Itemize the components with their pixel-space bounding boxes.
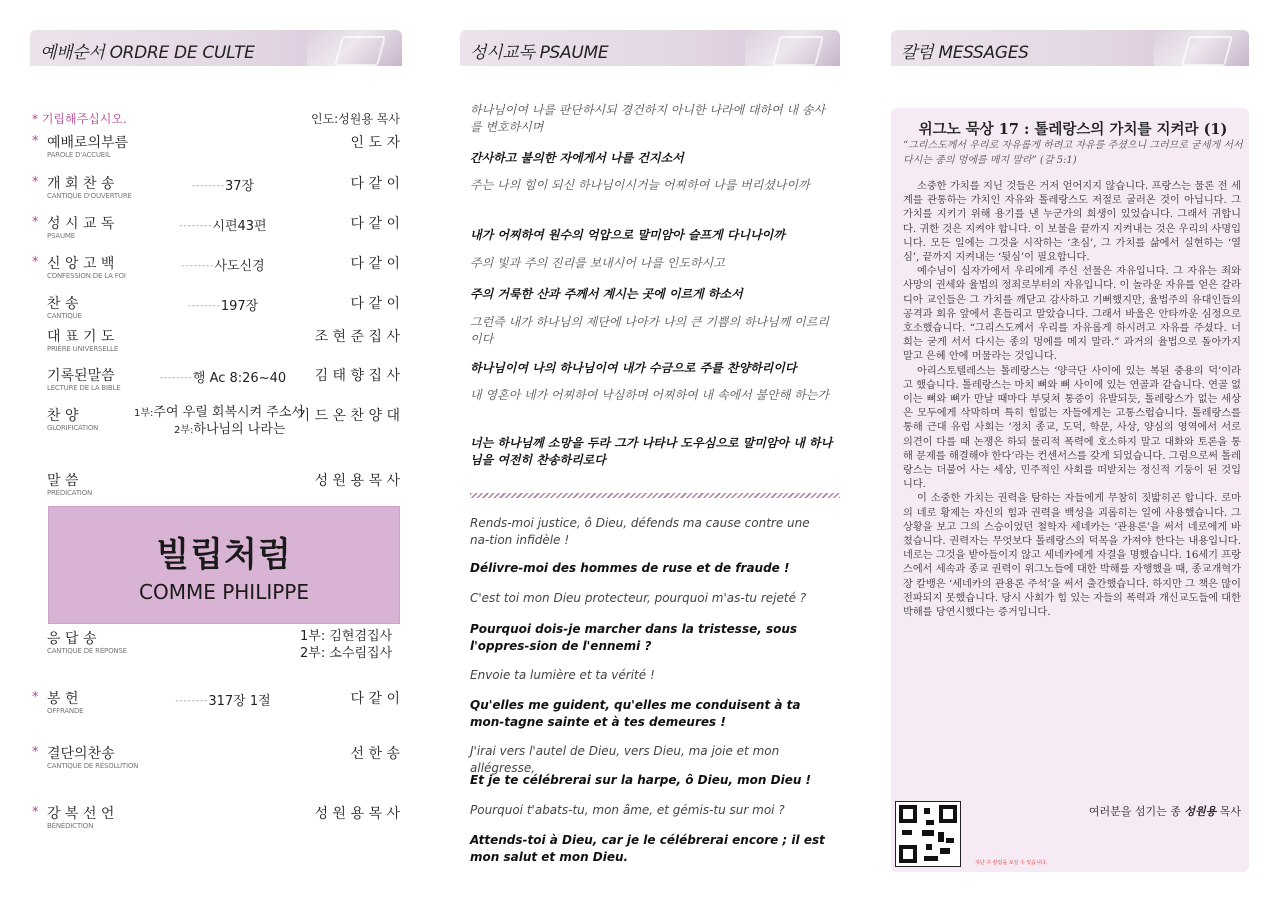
- sermon-title-en: COMME PHILIPPE: [138, 579, 309, 604]
- order-item-title: 성 시 교 독: [47, 216, 115, 232]
- order-item: [30, 326, 402, 356]
- stand-marker: *: [32, 175, 39, 190]
- order-item: [30, 470, 402, 500]
- stand-note: * 기립해주십시오.: [32, 112, 127, 126]
- order-item-subtitle: PSAUME: [47, 232, 75, 240]
- message-paragraph: 아리스토텔레스는 톨레랑스는 ‘양극단 사이에 있는 복된 중용의 덕’이라고 했습니다. 톨레랑스는 마치 뼈와 뼈 사이에 있는 연골과 같습니다. 연골 없이는 뼈와 뼈가 만날 때마다 부딪쳐 통증이 유발되듯, 톨레랑스가 없는 세상은 모두에게 삭막하며 특히 힘없는 자들에게는 고통스럽습니다. 톨레랑스를 통해 근대 유럽 사회는 ‘정치 종교, 도덕, 학문, 사상, 양심의 영역에서 서로 의견이 다를 때 논쟁은 하되 물리적 폭력에 호소하지 말고 대화와 토론을 통해 문제를 해결해야 한다’라는 컨센서스를 갖게 되었습니다. 그럼으로써 톨레랑스는 더불어 사는 세상, 민주적인 사회를 떠받치는 정신적 기둥이 된 것입니다.: [903, 365, 1241, 491]
- order-item-subtitle: OFFRANDE: [47, 707, 84, 715]
- stand-marker: *: [32, 215, 39, 230]
- psalm-line-fr: J'irai vers l'autel de Dieu, vers Dieu, ma joie et mon allégresse,: [470, 744, 780, 775]
- order-item-subtitle: PAROLE D'ACCUEIL: [47, 151, 111, 159]
- order-item-title: 응 답 송: [47, 631, 97, 647]
- section-divider: [470, 493, 840, 498]
- psalm-line-fr: Et je te célébrerai sur la harpe, ô Dieu, mon Dieu !: [470, 773, 812, 787]
- order-item-detail: - - - 197장: [134, 295, 312, 314]
- cup-decoration-icon: [1154, 30, 1249, 66]
- leader: 인도:성원용 목사: [310, 112, 400, 126]
- order-header: [30, 30, 402, 66]
- order-item-leader: 김 태 향 집 사: [314, 368, 400, 384]
- psalm-line-kr: 너는 하나님께 소망을 두라 그가 나타나 도우심으로 말미암아 내 하나님을 여전히 찬송하리로다: [470, 436, 833, 467]
- message-column: [891, 30, 1249, 866]
- order-item-subtitle: PRÉDICATION: [47, 489, 92, 497]
- stand-marker: *: [32, 745, 39, 760]
- order-of-worship-column: [30, 30, 402, 830]
- psalm-line-kr: 하나님이여 나를 판단하시되 경건하지 아니한 나라에 대하여 내 송사를 변호하시며: [470, 103, 826, 134]
- order-item-detail: - - - 행 Ac 8:26~40: [134, 367, 312, 386]
- order-item-subtitle: CANTIQUE DE RÉSOLUTION: [47, 762, 139, 770]
- psalm-line-kr: 그런즉 내가 하나님의 제단에 나아가 나의 큰 기쁨의 하나님께 이르리이다: [470, 315, 829, 346]
- header-decoration-icon: [307, 30, 402, 66]
- order-item: [30, 405, 402, 435]
- order-item-subtitle: CANTIQUE D'OUVERTURE: [47, 192, 132, 200]
- psalm-line-kr: 내가 어찌하여 원수의 억압으로 말미암아 슬프게 다니나이까: [470, 228, 785, 242]
- psalm-line-kr: 주의 빛과 주의 진리를 보내시어 나를 인도하시고: [470, 256, 725, 270]
- order-item: [30, 213, 402, 243]
- order-item: [30, 132, 402, 162]
- order-item: [30, 628, 402, 661]
- message-header-title: 칼럼 MESSAGES: [901, 43, 1029, 63]
- psalm-line-kr: 내 영혼아 네가 어찌하여 낙심하며 어찌하여 내 속에서 불안해 하는가: [470, 388, 829, 402]
- message-title: 위그노 묵상 17 : 톨레랑스의 가치를 지켜라 (1): [918, 121, 1228, 138]
- psalm-line-fr: Qu'elles me guident, qu'elles me conduisent à ta mon-tagne sainte et à tes demeures !: [470, 698, 801, 729]
- psalm-column: [460, 30, 840, 864]
- order-item-subtitle: LECTURE DE LA BIBLE: [47, 384, 121, 392]
- order-item-leader: 다 같 이: [350, 256, 400, 272]
- order-item: [30, 253, 402, 283]
- psalm-line-fr: Délivre-moi des hommes de ruse et de fraude !: [470, 561, 790, 575]
- order-item-leader: 조 현 준 집 사: [314, 329, 400, 345]
- order-item-title: 찬 양: [47, 408, 79, 424]
- psalm-line-fr: Envoie ta lumière et ta vérité !: [470, 668, 655, 682]
- order-item-leader: 다 같 이: [350, 216, 400, 232]
- message-header: [891, 30, 1249, 66]
- order-item-title: 대 표 기 도: [47, 329, 115, 345]
- order-item-title: 기록된말씀: [47, 368, 115, 384]
- order-item-title: 강 복 선 언: [47, 806, 115, 822]
- stand-marker: *: [32, 255, 39, 270]
- order-item: [30, 173, 402, 203]
- sermon-title-kr: 빌립처럼: [156, 534, 292, 575]
- psalm-line-fr: Rends-moi justice, ô Dieu, défends ma cause contre une na-tion infidèle !: [470, 516, 810, 547]
- signature-prefix: 여러분을 섬기는 종: [1088, 805, 1181, 818]
- order-item: [30, 365, 402, 395]
- order-item-subtitle: CANTIQUE: [47, 312, 82, 320]
- book-decoration-icon: [745, 30, 840, 66]
- message-paragraph: 이 소중한 가치는 권력을 탐하는 자들에게 무참히 짓밟히곤 합니다. 로마의 네로 황제는 자신의 힘과 권력을 백성을 괴롭히는 일에 사용했습니다. 그 상황을 보고 그의 스승이었던 철학자 세네카는 ‘관용론’을 써서 네로에게 바쳤습니다. 권력자는 무엇보다 톨레랑스의 덕목을 가져야 한다는 내용입니다. 네로는 그것을 받아들이지 않고 세네카에게 자결을 명했습니다. 16세기 프랑스에서 세속과 종교 권력이 위그노들에 대한 박해를 자행했을 때, 종교개혁가 장 칼뱅은 ‘세네카의 관용론 주석’을 써서 출간했습니다. 하지만 그 책은 많이 전파되지 못했습니다. 당시 사회가 힘 있는 자들의 폭력과 개신교도들에 대한 박해를 당연시했다는 증거입니다.: [903, 493, 1241, 619]
- message-body: [903, 180, 1241, 620]
- message-paragraph: 예수님이 십자가에서 우리에게 주신 선물은 자유입니다. 그 자유는 죄와 사망의 권세와 율법의 정죄로부터의 자유입니다. 이 놀라운 자유를 얻은 갈라디아 교인들은 그 가치를 깨닫고 감사하고 기뻐했지만, 율법주의 유대인들의 공격과 회유 앞에서 흔들리고 말았습니다. 그래서 바울은 안타까운 심정으로 호소했습니다. “그리스도께서 우리를 자유롭게 하시려고 자유를 주셨다. 너희는 굳게 서서 다시는 종의 멍에를 메지 말라.” 과거의 율법으로 돌아가지 말고 은혜 안에 머물라는 것입니다.: [903, 266, 1241, 363]
- order-item-title: 개 회 찬 송: [47, 176, 115, 192]
- stand-marker: *: [32, 805, 39, 820]
- psalm-line-kr: 주는 나의 힘이 되신 하나님이시거늘 어찌하여 나를 버리셨나이까: [470, 178, 810, 192]
- order-item-title: 말 씀: [47, 473, 79, 489]
- order-item-detail: - - - 사도신경: [134, 255, 312, 274]
- order-item-leader: 인 도 자: [350, 135, 400, 151]
- order-item-subtitle: CANTIQUE DE RÉPONSE: [47, 647, 127, 655]
- psalm-line-kr: 간사하고 불의한 자에게서 나를 건지소서: [470, 151, 684, 165]
- order-item-title: 봉 헌: [47, 691, 79, 707]
- order-item-leader: 1부: 김현겸집사 2부: 소수림집사: [300, 629, 393, 661]
- order-item-subtitle: PRIÈRE UNIVERSELLE: [47, 345, 119, 353]
- order-item-leader: 다 같 이: [350, 176, 400, 192]
- stand-marker: *: [32, 690, 39, 705]
- order-item-leader: 기 드 온 찬 양 대: [296, 408, 400, 424]
- order-item-leader: 선 한 송: [350, 746, 400, 762]
- order-item: [30, 688, 402, 718]
- signature-name: 성원용: [1184, 805, 1217, 818]
- psalm-line-fr: Attends-toi à Dieu, car je le célébrerai encore ; il est mon salut et mon Dieu.: [470, 833, 825, 864]
- order-item: [30, 743, 402, 773]
- order-item-title: 찬 송: [47, 296, 79, 312]
- qr-code-icon[interactable]: [895, 801, 961, 867]
- order-item-leader: 성 원 용 목 사: [314, 806, 400, 822]
- signature: [1089, 803, 1241, 819]
- order-item-title: 신 앙 고 백: [47, 256, 115, 272]
- qr-note: 지난 주 칼럼을 보실 수 있습니다.: [975, 860, 1048, 866]
- order-header-title: 예배순서 ORDRE DE CULTE: [40, 43, 255, 63]
- psalm-line-fr: C'est toi mon Dieu protecteur, pourquoi m'as-tu rejeté ?: [470, 591, 807, 605]
- message-paragraph: 소중한 가치를 지닌 것들은 거저 얻어지지 않습니다. 프랑스는 물론 전 세계를 관통하는 가치인 자유와 톨레랑스도 저절로 굴러온 것이 아닙니다. 그 가치를 지키기 위해 용기를 낸 누군가의 희생이 있었습니다. 그래서 귀합니다. 귀한 것은 지켜야 합니다. 이 보물을 끝까지 지켜내는 것은 우리의 사명입니다. 모든 일에는 그것을 시작하는 ‘초심’, 그 가치를 삶에서 실현하는 ‘열심’, 끝까지 지켜내는 ‘뒷심’이 필요합니다.: [903, 181, 1241, 264]
- order-item-detail: - - - 317장 1절: [134, 690, 312, 709]
- lead-row: [30, 110, 402, 128]
- order-item-detail: 1부:주여 우릴 회복시켜 주소서 2부:하나님의 나라는: [134, 405, 304, 437]
- psalm-line-fr: Pourquoi t'abats-tu, mon âme, et gémis-tu sur moi ?: [470, 803, 785, 817]
- order-item-subtitle: CONFESSION DE LA FOI: [47, 272, 126, 280]
- message-verse: “그리스도께서 우리로 자유롭게 하려고 자유를 주셨으니 그러므로 굳세게 서서 다시는 종의 멍에를 메지 말라” (갈 5:1): [903, 140, 1243, 166]
- order-item-leader: 다 같 이: [350, 691, 400, 707]
- order-item-title: 예배로의부름: [47, 135, 129, 151]
- psalm-line-fr: Pourquoi dois-je marcher dans la tristesse, sous l'oppres-sion de l'ennemi ?: [470, 622, 798, 653]
- psalm-header-title: 성시교독 PSAUME: [470, 43, 609, 63]
- order-item-detail: - - - 시편43편: [134, 215, 312, 234]
- psalm-header: [460, 30, 840, 66]
- order-item-leader: 다 같 이: [350, 296, 400, 312]
- signature-suffix: 목사: [1219, 805, 1241, 818]
- order-item: [30, 803, 402, 833]
- order-item: [30, 293, 402, 323]
- psalm-line-kr: 하나님이여 나의 하나님이여 내가 수금으로 주를 찬양하리이다: [470, 361, 797, 375]
- order-item-detail: - - - 37장: [134, 175, 312, 194]
- order-item-subtitle: BÉNÉDICTION: [47, 822, 94, 830]
- stand-marker: *: [32, 134, 39, 149]
- sermon-title-banner: [48, 506, 400, 624]
- psalm-line-kr: 주의 거룩한 산과 주께서 계시는 곳에 이르게 하소서: [470, 287, 743, 301]
- order-item-leader: 성 원 용 목 사: [314, 473, 400, 489]
- order-item-title: 결단의찬송: [47, 746, 115, 762]
- order-item-subtitle: GLORIFICATION: [47, 424, 99, 432]
